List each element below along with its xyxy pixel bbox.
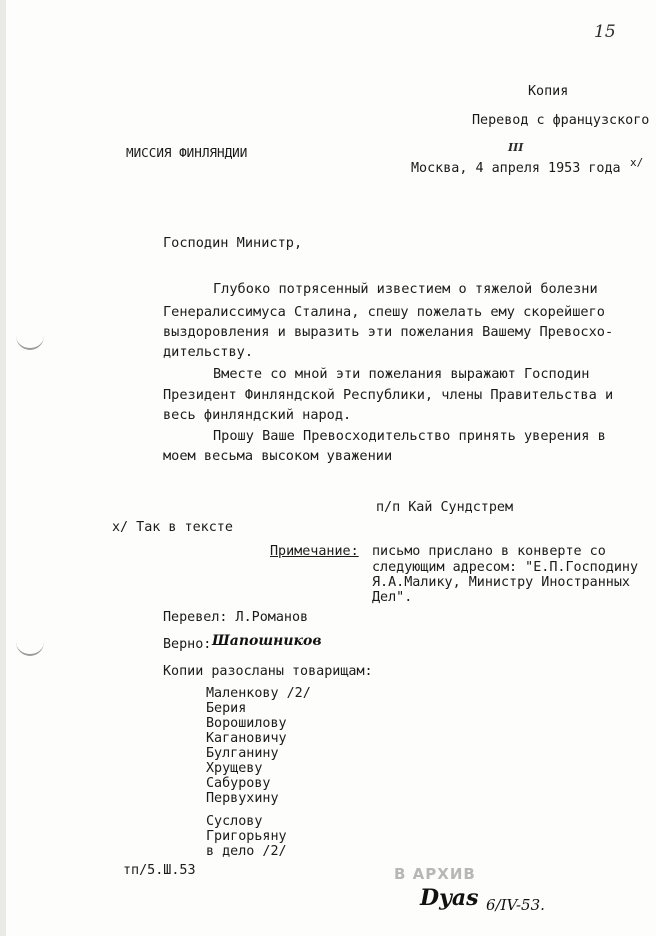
recipient-item: Сабурову [206,776,271,791]
recipient-item: Хрущеву [206,761,263,776]
recipient-item: Ворошилову [206,716,287,731]
punch-hole-top [16,334,44,350]
remark-line-1: письмо прислано в конверте со [372,544,606,559]
copy-label: Копия [528,84,569,99]
recipient-item: Григорьяну [206,829,287,844]
recipient-item: Маленкову /2/ [206,686,311,701]
remark-line-4: Дел". [372,590,413,605]
remark-label: Примечание: [270,544,359,559]
archive-handwritten-date: 6/IV-53. [486,896,545,914]
date-footnote-mark: x/ [630,156,644,169]
month-annotation: III [508,141,524,154]
letter-line-5: Вместе со мной эти пожелания выражают Господин [213,366,590,382]
mission-name: МИССИЯ ФИНЛЯНДИИ [126,145,248,160]
recipient-item: в дело /2/ [206,844,287,859]
copies-heading: Копии разосланы товарищам: [163,664,373,679]
recipient-item: Берия [206,701,247,716]
letter-signature: п/п Кай Сундстрем [376,500,514,515]
salutation: Господин Министр, [163,235,303,251]
recipient-item: Суслову [206,814,263,829]
archive-stamp: В АРХИВ [394,865,476,883]
letter-line-6: Президент Финляндской Республики, члены Правительства и [163,387,614,403]
letter-line-8: Прошу Ваше Превосходительство принять уверения в [213,428,606,444]
footnote: x/ Так в тексте [112,520,233,535]
recipient-item: Первухину [206,791,279,806]
letter-line-4: дительству. [163,344,254,360]
translator-line: Перевел: Л.Романов [163,610,309,625]
remark-line-3: Я.А.Малику, Министру Иностранных [372,575,630,590]
page-number: 15 [594,22,616,42]
recipient-item: Кагановичу [206,731,287,746]
letter-line-1: Глубоко потрясенный известием о тяжелой болезни [213,281,598,297]
verified-signature: Шапошников [212,633,322,649]
remark-line-2: следующим адресом: "Е.П.Господину [372,560,639,575]
translation-note: Перевод с французского [472,113,650,128]
archive-handwriting: Dyas [420,885,479,911]
letter-line-3: выздоровления и выразить эти пожелания Вашему Превосхо- [163,324,614,340]
letter-line-7: весь финляндский народ. [163,407,352,423]
punch-hole-bottom [16,640,44,656]
verified-label: Верно: [163,637,212,652]
letter-line-9: моем весьма высоком уважении [163,448,393,464]
date-line: Москва, 4 апреля 1953 года [411,161,621,176]
file-code: тп/5.Ш.53 [123,863,196,878]
letter-line-2: Генералиссимуса Сталина, спешу пожелать ему скорейшего [163,304,605,320]
recipient-item: Булганину [206,746,279,761]
